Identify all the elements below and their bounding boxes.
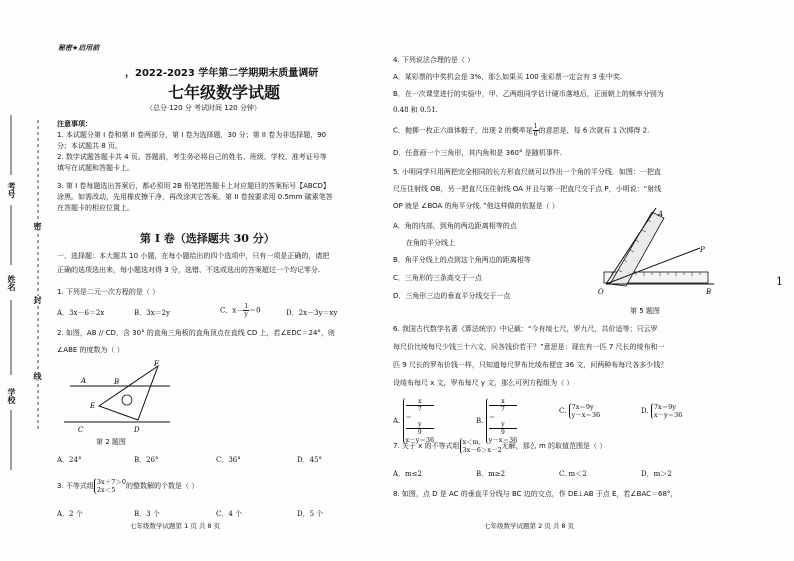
q7-option-a: A．m≤2 (393, 470, 423, 478)
q5-option-d: D．三角形三边的垂直平分线交于一点 (393, 292, 511, 300)
q8-stem: 8. 如图，点 D 是 AC 的垂直平分线与 BC 边的交点，作 DE⊥AB 于点 E，若∠BAC＝68°， (393, 490, 678, 498)
q5-stem: 5. 小明同学只用两把完全相同的长方形直尺就可以作出一个角的平分线．如图：一把直 (393, 168, 661, 176)
q2-option-c: C．36° (216, 456, 241, 464)
secret-mark: 秘密★启用前 (58, 44, 100, 52)
q2-option-a: A．24° (57, 456, 82, 464)
notes-heading: 注意事项： (57, 120, 92, 128)
q2-option-b: B．26° (134, 456, 159, 464)
q2-caption: 第 2 题图 (96, 438, 126, 446)
q4-option-b: B．在一次课堂进行的实验中，甲、乙两组同学估计硬币落地后，正面朝上的频率分别为 (393, 90, 664, 98)
label-a: A (81, 377, 87, 385)
q4-option-b-cont: 0.48 和 0.51. (393, 106, 438, 114)
note-line: 填写在试题和答题卡上。 (57, 164, 134, 172)
q3-option-d: D．5 个 (297, 510, 324, 518)
q7-option-d: D．m＞2 (641, 470, 672, 478)
note-line: 在答题卡的相应位置上。 (57, 204, 134, 212)
label-o: O (598, 288, 604, 296)
label-e: E (90, 402, 96, 410)
q5-stem: 尺压住射线 OB，另一把直尺压住射线 OA 并且与第一把直尺交于点 P，小明说：“射线 (393, 185, 662, 193)
q6-option-c: C. 7x＝9y y－x＝36 (559, 403, 601, 419)
q3-option-a: A．2 个 (57, 510, 83, 518)
q5-option-c: C．三角形的三条高交于一点 (393, 274, 482, 282)
q2-stem: 2. 如图，AB // CD，含 30° 的直角三角板的直角顶点在直线 CD 上，若∠EDC＝24°，则 (57, 329, 335, 337)
seal-xian: 线 (33, 372, 42, 380)
binding-lines (0, 0, 60, 561)
note-line: 3. 第 I 卷每题选出答案后，都必须用 2B 铅笔把答题卡上对应题目的答案标号【ABCD】 (57, 182, 330, 190)
q4-option-c: C．抛掷一枚正六面体骰子，出现 2 的概率是 $\frac{1}{6}$ 的意思是，每 6 次就有 1 次掷得 2. (393, 123, 650, 138)
section-instr: 正确的选项选出来，每小题选对得 3 分，选错、不选或选出的答案超过一个均记零分. (57, 266, 321, 274)
q5-option-a-cont: 在角的平分线上 (406, 239, 455, 247)
page-mark: 1 (776, 275, 783, 288)
set-square (99, 366, 158, 420)
q1-stem: 1. 下列是二元一次方程的是（ ） (57, 288, 160, 296)
label-c: C (78, 426, 84, 434)
q2-figure (60, 358, 170, 438)
q1-option-a: A．3x－6＝2x (57, 309, 105, 317)
q5-caption: 第 5 题图 (630, 307, 660, 315)
q6-option-b: B. x 7 ＝ y 9 y－x＝36 (476, 398, 518, 444)
label-a: A (658, 210, 664, 218)
q7-option-c: C. m＜2 (559, 470, 587, 478)
label-d: D (134, 426, 140, 434)
q3-option-c: C．4 个 (216, 510, 243, 518)
q5-stem: OP 就是 ∠BOA 的角平分线．”他这样做的依据是（ ） (393, 202, 559, 210)
note-line: 分；本试题共 8 页。 (57, 142, 122, 150)
exam-number-label: 考号 (7, 182, 16, 198)
q5-option-a: A．角的内部，到角的两边距离相等的点 (393, 222, 517, 230)
q1-option-d: D．2x－3y＝xy (286, 309, 338, 317)
paper-subtitle: 七年级数学试题 (168, 83, 281, 102)
q6-stem: 每尺价比绫每尺少钱三十六文，问各钱价若干？”意思是：现在有一匹 7 尺长的绫布和一 (393, 343, 665, 351)
exam-meta: （总分 120 分 考试时间 120 分钟） (146, 104, 261, 112)
note-line: 1. 本试题分第 I 卷和第 II 卷两部分，第 I 卷为选择题，30 分；第 II 卷为非选择题，90 (57, 131, 327, 139)
q6-option-a: A. x 7 ＝ y 9 x－y＝36 (393, 398, 435, 444)
set-square-hole (122, 395, 132, 405)
q1-option-c: C．x－ $\frac{1}{y}$ ＝0 (220, 303, 261, 318)
seal-feng: 封 (33, 296, 42, 304)
label-f: F (154, 360, 159, 368)
label-b: B (114, 378, 120, 386)
name-label: 姓名 (7, 275, 16, 291)
section-title: 第 I 卷（选择题共 30 分） (140, 232, 275, 245)
q6-stem: 设绫布每尺 x 文，罗布每尺 y 文，那么可列方程组为（ ） (393, 379, 574, 387)
label-p: P (700, 246, 705, 254)
q3-stem: 3. 不等式组 3x＋7＞0 2x＜5 的整数解的个数是（ ） (57, 478, 199, 494)
q5-option-b: B．角平分线上的点到这个角两边的距离相等 (393, 256, 531, 264)
footer-right: 七年级数学试题第 2 页 共 8 页 (484, 522, 575, 530)
q1-option-b: B．3x＝2y (134, 309, 170, 317)
q5-figure (596, 208, 716, 302)
note-line: 2. 数学试题答题卡共 4 页。答题前，考生务必将自己的姓名、班级、学校、准考证号等 (57, 153, 327, 161)
label-b: B (706, 288, 712, 296)
q6-stem: 6. 我国古代数学名著《算法统宗》中记载：“今有绫七尺，罗九尺，共价适等；只云罗 (393, 325, 658, 333)
seal-mi: 密 (33, 222, 42, 230)
q6-stem: 匹 9 尺长的罗布价钱一样，只知道每尺罗布比绫布便宜 36 文，问两种布每尺各多少钱？ (393, 361, 668, 369)
q4-stem: 4. 下列说法合理的是（ ） (393, 56, 475, 64)
q6-option-d: D. 7x＝9y x－y＝36 (641, 403, 683, 419)
q2-option-d: D．45° (297, 456, 323, 464)
q7-stem: 7. 关于 x 的不等式组 x＜m, 3x－6＞x－2 无解，那么 m 的取值范围是（ ） (393, 438, 607, 454)
q4-option-d: D．任意画一个三角形，其内角和是 360° 是随机事件. (393, 149, 562, 157)
note-line: 涂黑。如需改动，先用橡皮擦干净，再改涂其它答案。第 II 卷按要求用 0.5mm 碳素笔答 (57, 193, 333, 201)
q2-stem: ∠ABE 的度数为（ ） (57, 346, 124, 354)
footer-left: 七年级数学试题第 1 页 共 8 页 (130, 522, 221, 530)
q7-option-b: B．m≥2 (476, 470, 506, 478)
q4-option-a: A．某彩票的中奖机会是 3%，那么如果买 100 张彩票一定会有 3 张中奖. (393, 73, 623, 81)
section-instr: 一、选择题：本大题共 10 小题，在每小题给出的四个选项中，只有一项是正确的，请把 (57, 252, 330, 260)
school-label: 学校 (7, 388, 16, 404)
exam-title: ，2022-2023 学年第二学期期末质量调研 (125, 68, 319, 79)
q3-option-b: B．3 个 (134, 510, 160, 518)
